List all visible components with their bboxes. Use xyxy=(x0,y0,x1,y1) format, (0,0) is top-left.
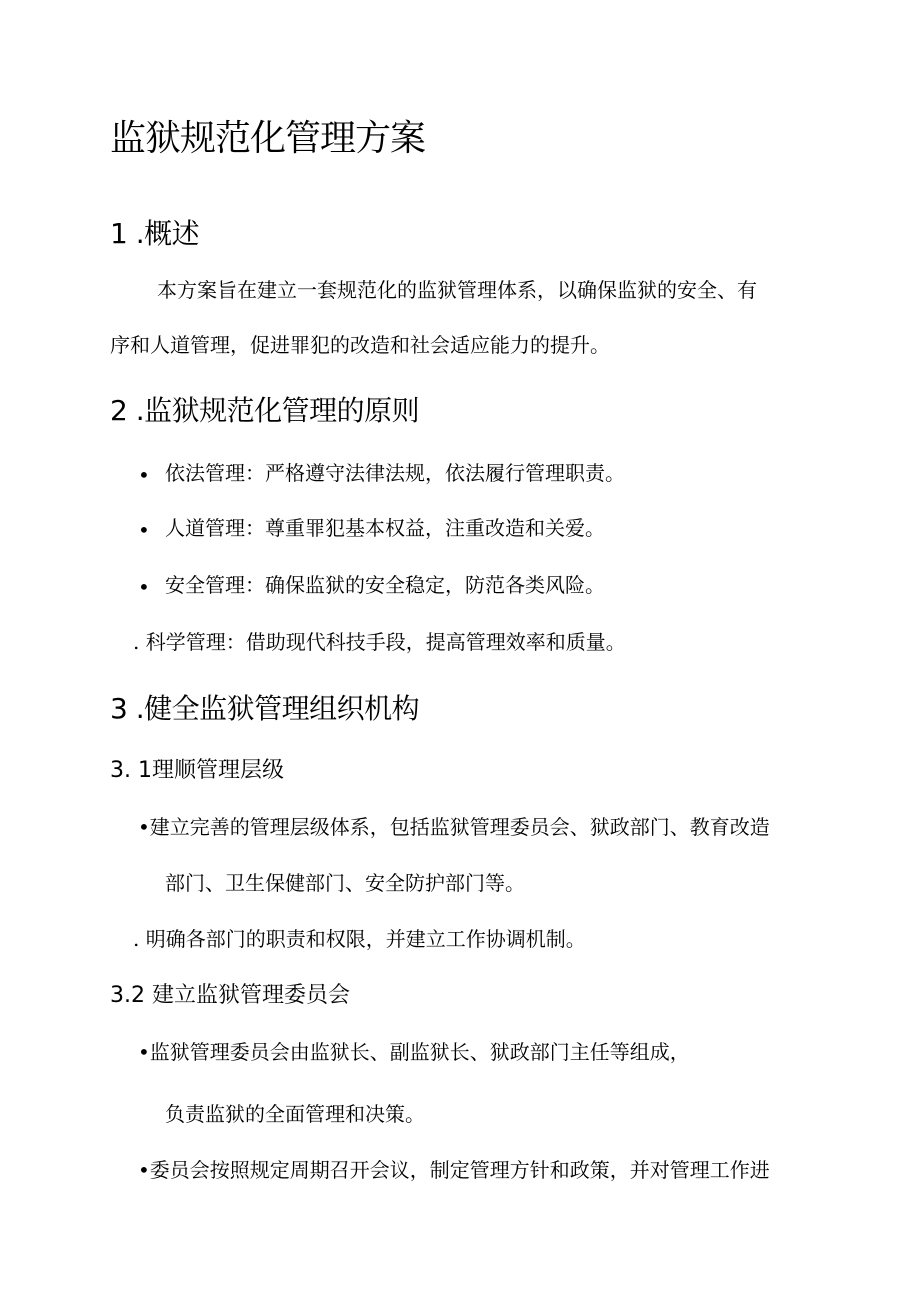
principle-item-1: 依法管理：严格遵守法律法规，依法履行管理职责。 xyxy=(165,461,625,485)
subsection-3-2-bullet-1-line-1: •监狱管理委员会由监狱长、副监狱长、狱政部门主任等组成， xyxy=(138,1040,690,1064)
section-2-heading: 2 .监狱规范化管理的原则 xyxy=(110,394,420,427)
subsection-3-2-bullet-1-line-2: 负责监狱的全面管理和决策。 xyxy=(165,1102,425,1126)
subsection-3-1-dot-item: . 明确各部门的职责和权限，并建立工作协调机制。 xyxy=(133,927,586,951)
section-1-paragraph-line-2: 序和人道管理，促进罪犯的改造和社会适应能力的提升。 xyxy=(110,333,610,357)
subsection-3-2-bullet-2-line-1: •委员会按照规定周期召开会议，制定管理方针和政策，并对管理工作进 xyxy=(138,1158,770,1182)
subsection-3-1-bullet-line-1: •建立完善的管理层级体系，包括监狱管理委员会、狱政部门、教育改造 xyxy=(138,815,770,839)
principle-item-3: 安全管理：确保监狱的安全稳定，防范各类风险。 xyxy=(165,573,605,597)
section-1-heading: 1 .概述 xyxy=(110,217,200,250)
bullet-icon: • xyxy=(138,518,150,542)
principle-item-2: 人道管理：尊重罪犯基本权益，注重改造和关爱。 xyxy=(165,516,605,540)
bullet-icon: • xyxy=(138,463,150,487)
principle-item-4: . 科学管理：借助现代科技手段，提高管理效率和质量。 xyxy=(133,630,626,654)
section-3-heading: 3 .健全监狱管理组织机构 xyxy=(110,692,420,725)
subsection-3-2-heading: 3.2 建立监狱管理委员会 xyxy=(110,983,350,1008)
subsection-3-1-heading: 3. 1理顺管理层级 xyxy=(110,758,284,783)
bullet-icon: • xyxy=(138,575,150,599)
document-title: 监狱规范化管理方案 xyxy=(110,118,426,159)
section-1-paragraph-line-1: 本方案旨在建立一套规范化的监狱管理体系，以确保监狱的安全、有 xyxy=(157,278,757,302)
subsection-3-1-bullet-line-2: 部门、卫生保健部门、安全防护部门等。 xyxy=(165,871,525,895)
